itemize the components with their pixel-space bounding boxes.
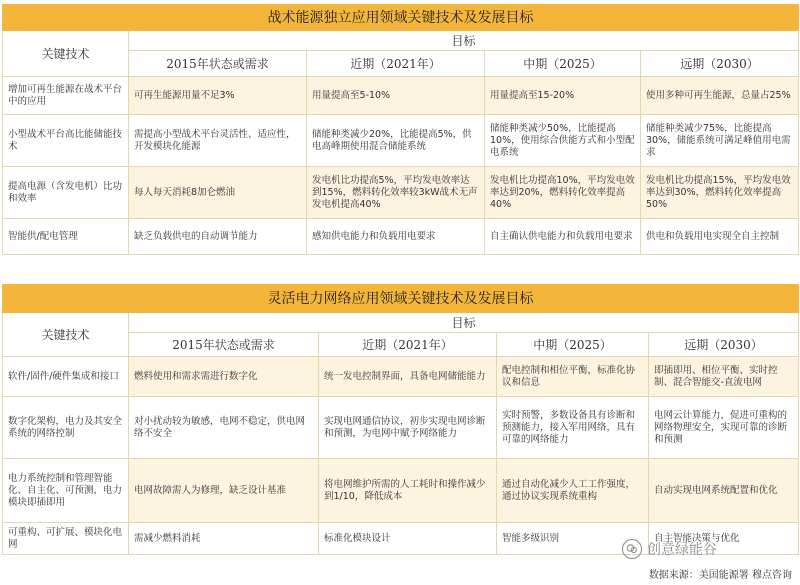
table1-target-header: 目标 [129, 31, 799, 51]
table-row [3, 115, 799, 167]
table1-col-header: 中期（2025） [485, 51, 641, 77]
table-cell: 储能种类减少50%，比能提高10%，使用综合供能方式和小型配电系统 [485, 115, 641, 167]
table-cell: 缺乏负载供电的自动调节能力 [129, 219, 307, 255]
table2-col-header: 近期（2021年） [319, 333, 497, 357]
table-row [3, 167, 799, 219]
key-technology-cell: 可重构、可扩展、模块化电网 [3, 523, 129, 555]
table-cell: 自动实现电网系统配置和优化 [649, 459, 799, 523]
key-technology-cell: 提高电源（含发电机）比功和效率 [3, 167, 129, 219]
data-source-footer: 数据来源：美国能源署 穆点咨询 [648, 570, 792, 581]
table-cell: 供电和负载用电实现全自主控制 [641, 219, 799, 255]
table-cell: 实时预警，多数设备具有诊断和预测能力，接入军用网络，具有可靠的网络能力 [497, 397, 649, 459]
table-cell: 发电机比功提高10%，平均发电效率达到20%，燃料转化效率提高40% [485, 167, 641, 219]
watermark [622, 538, 717, 560]
key-technology-cell: 智能供/配电管理 [3, 219, 129, 255]
table-cell: 即插即用、相位平衡、实时控制、混合智能交-直流电网 [649, 357, 799, 397]
table-tactical-energy [2, 4, 799, 255]
wechat-icon [622, 539, 642, 559]
table-cell: 储能种类减少75%，比能提高30%，储能系统可满足峰值用电需求 [641, 115, 799, 167]
table-row [3, 219, 799, 255]
table1-col-header: 近期（2021年） [307, 51, 485, 77]
table1-title: 战术能源独立应用领域关键技术及发展目标 [3, 5, 799, 31]
table1-col-header: 远期（2030） [641, 51, 799, 77]
key-technology-cell: 软件/固件/硬件集成和接口 [3, 357, 129, 397]
table-cell: 发电机比功提高5%，平均发电效率达到15%，燃料转化效率较3kW战术无声发电机提高40% [307, 167, 485, 219]
table-row [3, 77, 799, 115]
table-cell: 电网故障需人为修理，缺乏设计基准 [129, 459, 319, 523]
table2-col-header: 远期（2030） [649, 333, 799, 357]
table2-col-header: 2015年状态或需求 [129, 333, 319, 357]
table1-key-header: 关键技术 [3, 31, 129, 77]
table-cell: 用量提高至5-10% [307, 77, 485, 115]
key-technology-cell: 小型战术平台高比能储能技术 [3, 115, 129, 167]
table-cell: 自主智能决策与优化 [649, 523, 799, 555]
table-cell: 配电控制和相位平衡，标准化协议和信息 [497, 357, 649, 397]
table-cell: 智能多级识别 [497, 523, 649, 555]
table2-title: 灵活电力网络应用领域关键技术及发展目标 [3, 285, 799, 313]
watermark-text: 创意绿能谷 [647, 542, 717, 558]
table-flexible-power-grid [2, 284, 799, 555]
table-row [3, 357, 799, 397]
table-cell: 统一发电控制界面，具备电网储能能力 [319, 357, 497, 397]
table-row [3, 397, 799, 459]
table-row [3, 459, 799, 523]
table-cell: 需减少燃料消耗 [129, 523, 319, 555]
table1-col-header: 2015年状态或需求 [129, 51, 307, 77]
table-cell: 需提高小型战术平台灵活性、适应性，开发模块化能源 [129, 115, 307, 167]
table2-key-header: 关键技术 [3, 313, 129, 357]
table2-col-header: 中期（2025） [497, 333, 649, 357]
key-technology-cell: 数字化架构，电力及其安全系统的网络控制 [3, 397, 129, 459]
table-cell: 感知供电能力和负载用电要求 [307, 219, 485, 255]
table-cell: 通过自动化减少人工工作强度，通过协议实现系统重构 [497, 459, 649, 523]
table-cell: 每人每天消耗8加仑燃油 [129, 167, 307, 219]
key-technology-cell: 增加可再生能源在战术平台中的应用 [3, 77, 129, 115]
table-cell: 实现电网通信协议，初步实现电网诊断和预测，为电网中赋予网络能力 [319, 397, 497, 459]
table-cell: 将电网维护所需的人工耗时和操作减少到1/10，降低成本 [319, 459, 497, 523]
key-technology-cell: 电力系统控制和管理智能化、自主化、可预测，电力模块即插即用 [3, 459, 129, 523]
table-cell: 发电机比功提高15%，平均发电效率达到30%，燃料转化效率提高50% [641, 167, 799, 219]
table-cell: 标准化模块设计 [319, 523, 497, 555]
table-cell: 电网云计算能力，促进可重构的网络物理安全，实现可靠的诊断和预测 [649, 397, 799, 459]
table-cell: 使用多种可再生能源，总量占25% [641, 77, 799, 115]
table-cell: 自主确认供电能力和负载用电要求 [485, 219, 641, 255]
table-cell: 对小扰动较为敏感，电网不稳定，供电网络不安全 [129, 397, 319, 459]
table-cell: 可再生能源用量不足3% [129, 77, 307, 115]
table-cell: 储能种类减少20%，比能提高5%，供电高峰期使用混合储能系统 [307, 115, 485, 167]
table-cell: 用量提高至15-20% [485, 77, 641, 115]
table-cell: 燃料使用和需求需进行数字化 [129, 357, 319, 397]
table2-target-header: 目标 [129, 313, 799, 333]
